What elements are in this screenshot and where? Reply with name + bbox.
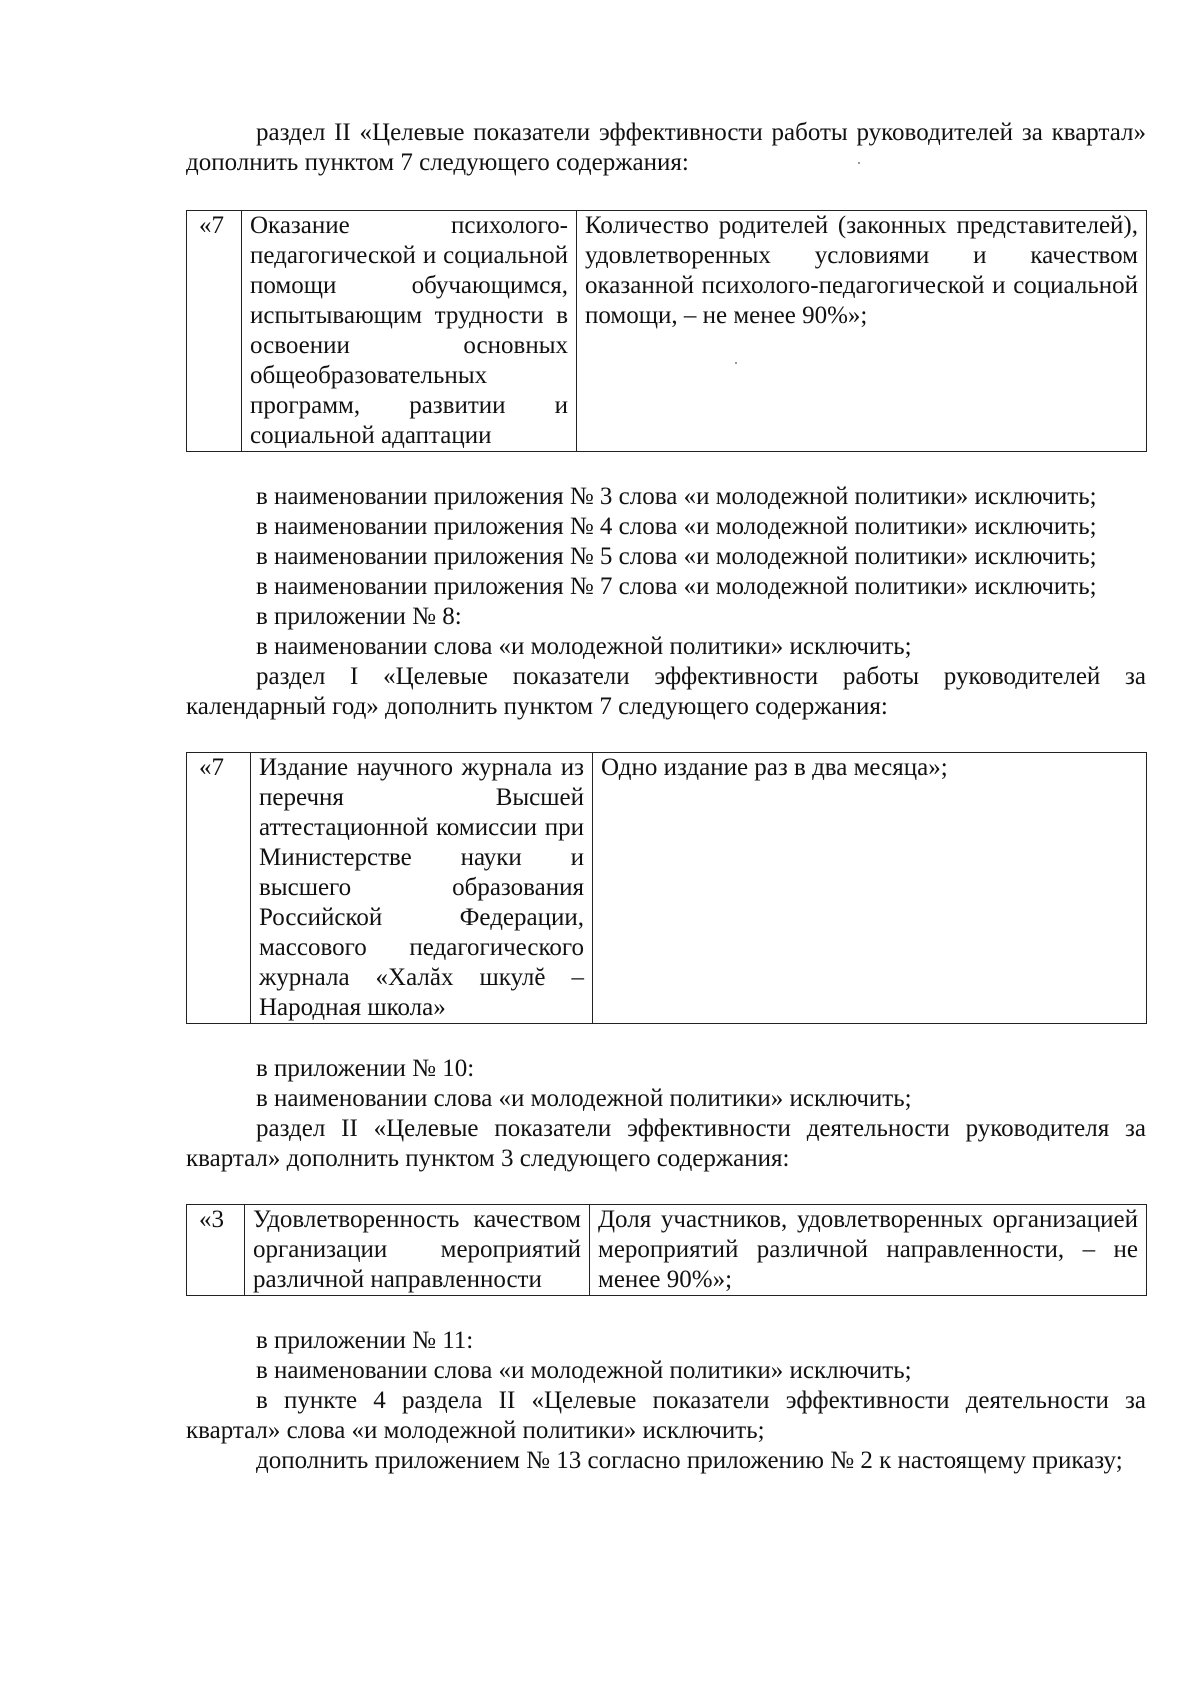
indicator-cell: Издание научного журнала из перечня Высшей аттестационной комиссии при Министерстве науки и высшего образования Российской Федерации, массового педагогического журнала «Халăх шкулĕ – Народная школа» [251, 753, 593, 1024]
document-page [186, 118, 1146, 1476]
appendix-10-name-line: в наименовании слова «и молодежной политики» исключить; [256, 1085, 912, 1112]
amendment-table-item-3 [186, 1204, 1147, 1296]
item-number-cell: «7 [187, 211, 242, 452]
indicator-cell: Оказание психолого-педагогической и социальной помощи обучающимся, испытывающим трудности в освоении основных общеобразовательных программ, развитии и социальной адаптации [242, 211, 577, 452]
section-1-amendment-intro: раздел I «Целевые показатели эффективности работы руководителей за календарный год» дополнить пунктом 7 следующего содержания: [186, 663, 1146, 720]
criterion-cell: Доля участников, удовлетворенных организацией мероприятий различной направленности, – не менее 90%»; [590, 1205, 1147, 1296]
criterion-cell: Одно издание раз в два месяца»; [593, 753, 1147, 1024]
section-2-item-4-line: в пункте 4 раздела II «Целевые показатели эффективности деятельности за квартал» слова «и молодежной политики» исключить; [186, 1387, 1146, 1444]
section-2-director-amendment-intro: раздел II «Целевые показатели эффективности деятельности руководителя за квартал» дополнить пунктом 3 следующего содержания: [186, 1115, 1146, 1172]
criterion-cell: Количество родителей (законных представителей), удовлетворенных условиями и качеством оказанной психолого-педагогической и социальной помощи, – не менее 90%»; [577, 211, 1147, 452]
appendix-7-line: в наименовании приложения № 7 слова «и молодежной политики» исключить; [256, 573, 1097, 600]
item-number-cell: «7 [187, 753, 251, 1024]
amendment-table-item-7-year [186, 752, 1147, 1024]
section-2-amendment-intro: раздел II «Целевые показатели эффективности работы руководителей за квартал» дополнить пунктом 7 следующего содержания: [186, 119, 1146, 176]
appendix-5-line: в наименовании приложения № 5 слова «и молодежной политики» исключить; [256, 543, 1097, 570]
appendix-4-line: в наименовании приложения № 4 слова «и молодежной политики» исключить; [256, 513, 1097, 540]
appendix-3-line: в наименовании приложения № 3 слова «и молодежной политики» исключить; [256, 483, 1097, 510]
appendix-13-addition-line: дополнить приложением № 13 согласно приложению № 2 к настоящему приказу; [256, 1447, 1123, 1474]
amendment-table-item-7-quarter [186, 210, 1147, 452]
scan-speck [858, 162, 860, 164]
appendix-8-heading: в приложении № 8: [256, 603, 462, 630]
indicator-cell: Удовлетворенность качеством организации мероприятий различной направленности [245, 1205, 590, 1296]
item-number-cell: «3 [187, 1205, 245, 1296]
appendix-10-heading: в приложении № 10: [256, 1055, 475, 1082]
scan-speck [735, 362, 737, 364]
table-row [187, 1205, 1147, 1296]
appendix-8-name-line: в наименовании слова «и молодежной политики» исключить; [256, 633, 912, 660]
appendix-11-name-line: в наименовании слова «и молодежной политики» исключить; [256, 1357, 912, 1384]
table-row [187, 753, 1147, 1024]
appendix-11-heading: в приложении № 11: [256, 1327, 474, 1354]
table-row [187, 211, 1147, 452]
